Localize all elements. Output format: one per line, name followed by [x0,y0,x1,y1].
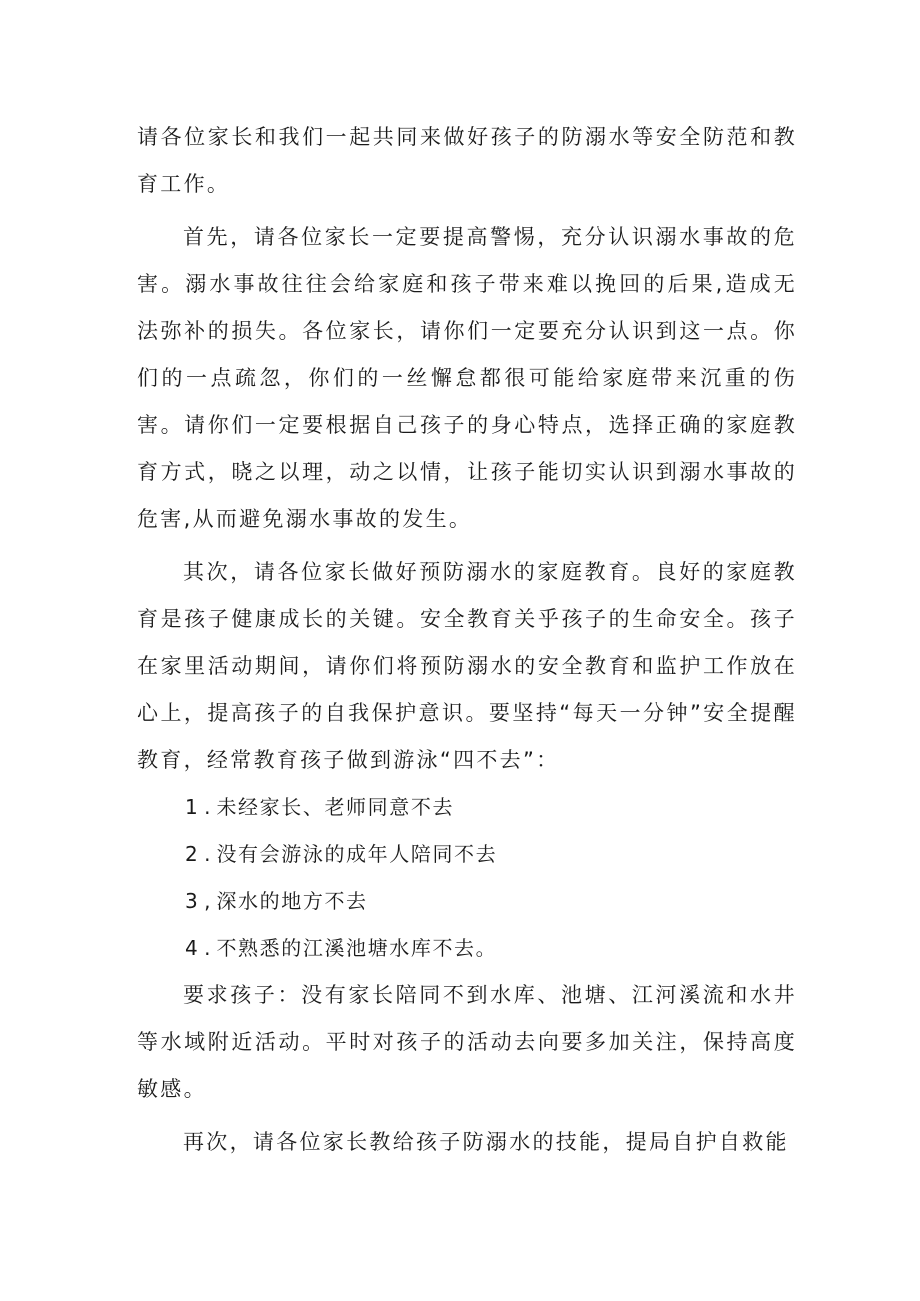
list-item-text: 没有会游泳的成年人陪同不去 [216,842,498,866]
list-item [137,784,797,831]
list-item-number: 4 . [185,936,211,960]
paragraph-intro: 请各位家长和我们一起共同来做好孩子的防溺水等安全防范和教育工作。 [137,125,797,196]
paragraph-first: 首先，请各位家长一定要提高警惕，充分认识溺水事故的危害。溺水事故往往会给家庭和孩子带来难以挽回的后果,造成无法弥补的损失。各位家长，请你们一定要充分认识到这一点。你们的一点疏忽，你们的一丝懈怠都很可能给家庭带来沉重的伤害。请你们一定要根据自己孩子的身心特点，选择正确的家庭教育方式，晓之以理，动之以情，让孩子能切实认识到溺水事故的危害,从而避免溺水事故的发生。 [137,225,797,531]
list-item-text: 未经家长、老师同意不去 [216,795,455,819]
list-item [137,878,797,925]
list-item-text: 不熟悉的江溪池塘水库不去。 [216,936,498,960]
list-item [137,831,797,878]
list-item-number: 3 , [185,889,211,913]
document-body [137,114,797,1166]
paragraph-second: 其次，请各位家长做好预防溺水的家庭教育。良好的家庭教育是孩子健康成长的关键。安全教育关乎孩子的生命安全。孩子在家里活动期间，请你们将预防溺水的安全教育和监护工作放在心上，提高孩子的自我保护意识。要坚持“每天一分钟”安全提醒教育，经常教育孩子做到游泳“四不去”： [137,560,797,772]
list-item [137,925,797,972]
list-item-text: 深水的地方不去 [216,889,368,913]
paragraph-require: 要求孩子：没有家长陪同不到水库、池塘、江河溪流和水井等水域附近活动。平时对孩子的活动去向要多加关注，保持高度敏感。 [137,983,797,1101]
paragraph-third: 再次，请各位家长教给孩子防溺水的技能，提局自护自救能 [183,1130,789,1154]
list-item-number: 1 . [185,795,211,819]
list-item-number: 2 . [185,842,211,866]
rules-list [137,784,797,972]
